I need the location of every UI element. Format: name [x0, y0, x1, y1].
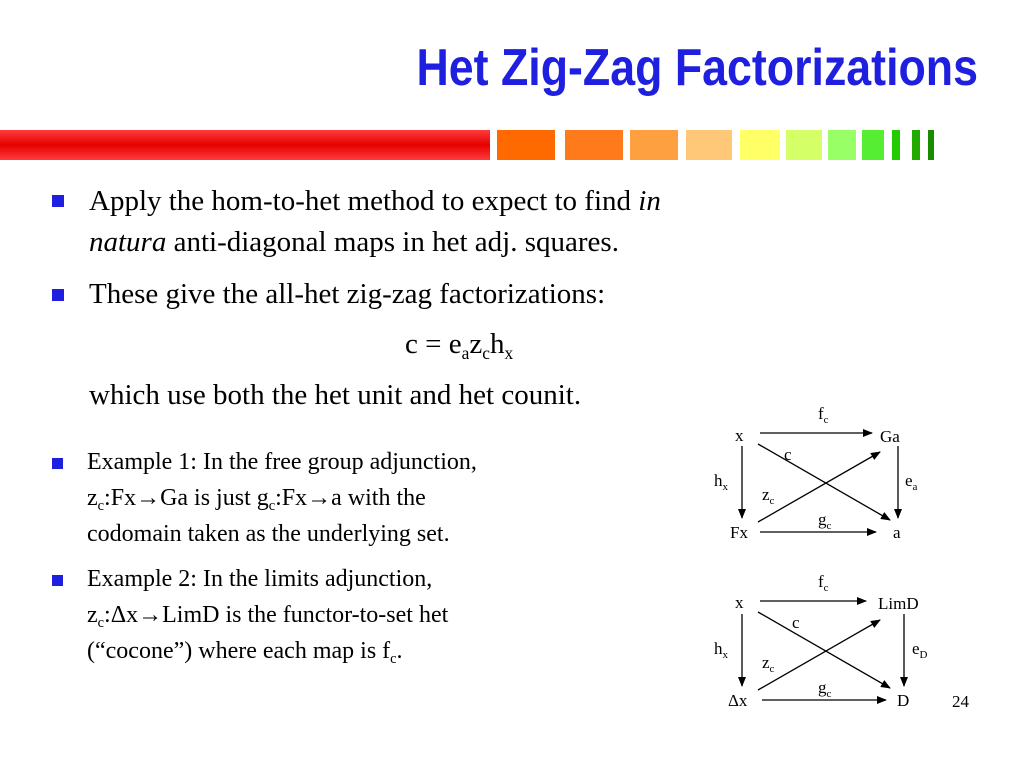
- d2-top-left: x: [735, 593, 744, 612]
- bullet-1-italic-in: in: [638, 185, 661, 217]
- formula-h: h: [489, 328, 505, 360]
- bar-square-11: [928, 130, 934, 160]
- bullet-square-icon: [52, 575, 63, 586]
- bar-square-7: [828, 130, 856, 160]
- example-2-line-3-end: .: [396, 638, 403, 664]
- formula-sub-a: a: [461, 343, 470, 364]
- d2-diag-c-label: c: [792, 613, 800, 632]
- example-1-z: z: [87, 485, 98, 511]
- bar-square-3: [630, 130, 678, 160]
- example-1-line-2: :Fx→Ga is just g: [104, 485, 269, 511]
- d2-top-right: LimD: [878, 594, 919, 613]
- formula-lhs: c = e: [405, 328, 462, 360]
- example-2-sub3: c: [390, 651, 397, 668]
- factorization-formula: [405, 328, 514, 364]
- example-1-text: [87, 444, 687, 552]
- bar-square-10: [912, 130, 920, 160]
- bullet-square-icon: [52, 458, 63, 469]
- bullet-2-text: These give the all-het zig-zag factorizations:: [89, 278, 606, 310]
- bullet-1-italic-natura: natura: [89, 226, 167, 258]
- diagram-1: [714, 404, 918, 542]
- bar-square-9: [892, 130, 900, 160]
- example-1-line-2b: :Fx→a with the: [275, 485, 426, 511]
- d1-bottom-right: a: [893, 523, 901, 542]
- d1-right-arrow-label: $e_a$: [905, 471, 918, 493]
- example-1-line-3: codomain taken as the underlying set.: [87, 521, 450, 547]
- bullet-1-text: [89, 181, 889, 263]
- bullet-1-pre: Apply the hom-to-het method to expect to find: [89, 185, 639, 217]
- example-2-sub: c: [97, 615, 105, 632]
- bar-square-8: [862, 130, 884, 160]
- d1-top-right: Ga: [880, 427, 900, 446]
- example-1-sub2: c: [268, 498, 276, 515]
- formula-sub-c: c: [482, 343, 490, 364]
- d2-top-arrow-label: $f_c$: [818, 572, 829, 594]
- d1-top-left: x: [735, 426, 744, 445]
- d1-bottom-arrow-label: $g_c$: [818, 510, 832, 532]
- d1-left-arrow-label: $h_x$: [714, 471, 728, 493]
- d1-top-arrow-label: $f_c$: [818, 404, 829, 426]
- diagram-2: [714, 572, 928, 710]
- d2-bottom-left: Δx: [728, 691, 748, 710]
- bar-square-5: [740, 130, 780, 160]
- formula-z: z: [469, 328, 483, 360]
- d1-diag-z-label: $z_c$: [762, 485, 775, 507]
- example-1-line-1: Example 1: In the free group adjunction,: [87, 449, 477, 475]
- example-2-z: z: [87, 602, 98, 628]
- continuation-text: which use both the het unit and het counit.: [89, 379, 582, 411]
- bar-square-6: [786, 130, 822, 160]
- d2-bottom-arrow-label: $g_c$: [818, 678, 832, 700]
- example-2-line-3: (“cocone”) where each map is f: [87, 638, 391, 664]
- example-2-line-1: Example 2: In the limits adjunction,: [87, 566, 433, 592]
- d2-diag-z-label: $z_c$: [762, 653, 775, 675]
- slide-title: Het Zig-Zag Factorizations: [416, 39, 978, 97]
- d2-bottom-right: D: [897, 691, 910, 710]
- bullet-square-icon: [52, 289, 64, 301]
- bullet-1-post: anti-diagonal maps in het adj. squares.: [166, 226, 619, 258]
- page-number: 24: [952, 692, 969, 711]
- title-underline-bar: [0, 130, 490, 160]
- example-2-line-2: :Δx→LimD is the functor-to-set het: [104, 602, 449, 628]
- d2-diag-c: [758, 612, 890, 688]
- commutative-diagrams: [640, 400, 980, 760]
- example-1-sub: c: [97, 498, 105, 515]
- bar-square-4: [686, 130, 732, 160]
- example-2-text: [87, 561, 687, 669]
- d1-bottom-left: Fx: [730, 523, 748, 542]
- bar-square-2: [565, 130, 623, 160]
- formula-sub-x: x: [504, 343, 514, 364]
- d2-right-arrow-label: $e_D$: [912, 639, 928, 661]
- d2-left-arrow-label: $h_x$: [714, 639, 728, 661]
- d1-diag-c: [758, 444, 890, 520]
- d1-diag-c-label: c: [784, 445, 792, 464]
- bar-square-1: [497, 130, 555, 160]
- bullet-square-icon: [52, 195, 64, 207]
